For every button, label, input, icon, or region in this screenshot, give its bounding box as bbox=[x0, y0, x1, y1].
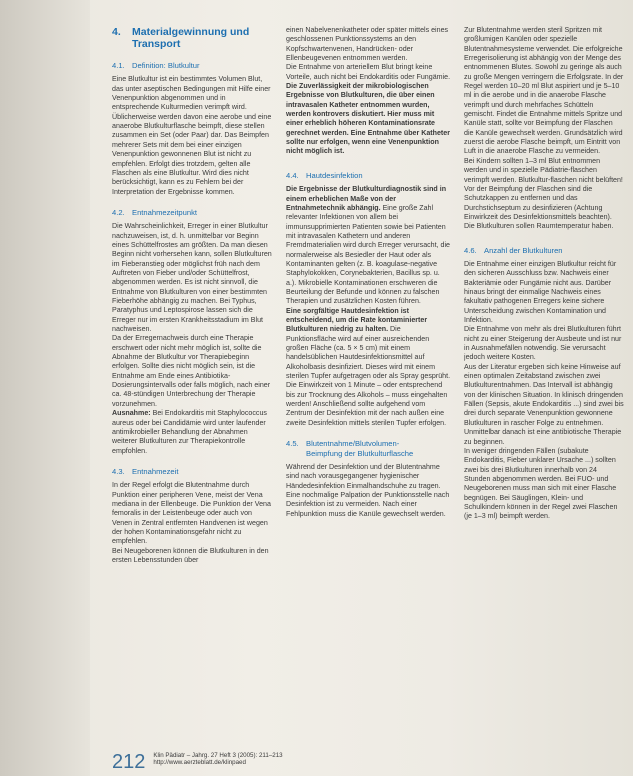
paragraph bbox=[286, 185, 451, 306]
paragraph: Die Entnahme einer einzigen Blutkultur reicht für den sicheren Ausschluss bzw. Nachweis einer Bakteriämie oder Fungämie nicht aus. Darüber hinaus bringt der einmalige Nachweis eines fakultativ pathogenen Erregers keine sichere Unterscheidung zwischen Kontamination und Infektion. bbox=[464, 259, 617, 325]
page-shadow bbox=[0, 0, 90, 776]
paragraph: In der Regel erfolgt die Blutentnahme durch Punktion einer peripheren Vene, meist der Vena mediana in der Ellenbeuge. Die Punktion der Vena femoralis in der Leistenbeuge oder auch von Venen in Zentral entfernten Handvenen ist wegen der hohen Kontaminationsgefahr nicht zu empfehlen. bbox=[112, 481, 271, 546]
subheading-title: Hautdesinfektion bbox=[306, 170, 363, 180]
paragraph bbox=[286, 307, 451, 428]
subheading-number: 4.5. bbox=[286, 439, 299, 449]
paragraph: Eine Blutkultur ist ein bestimmtes Volumen Blut, das unter aseptischen Bedingungen mit Hilfe einer Venenpunktion abgenommen und in entsprechende Kulturmedien verimpft wird. Üblicherweise werden davon eine aerobe und eine anaerobe Blutkulturflasche beimpft, diese stellen zusammen ein Set (oder Paar) dar. Das Beimpfen mehrerer Sets mit dem bei einer einzigen Venenpunktion gewonnenen Blut ist nicht zu empfehlen. Erfolgt dies trotzdem, gelten alle Flaschen als eine Blutkultur. Wird dies nicht berücksichtigt, kann es zu Fehlern bei der Interpretation der Ergebnisse kommen. bbox=[112, 75, 272, 196]
citation-line2: http://www.aerzteblatt.de/klinpaed bbox=[153, 759, 246, 767]
subheading-number: 4.1. bbox=[112, 61, 125, 70]
paragraph: Bei Neugeborenen können die Blutkulturen in den ersten Lebensstunden über bbox=[112, 546, 269, 565]
citation-line1: Klin Pädiatr – Jahrg. 27 Heft 3 (2005): 211–213 bbox=[153, 752, 283, 759]
bold-lead: Ausnahme: bbox=[112, 409, 151, 418]
paragraph bbox=[112, 409, 272, 456]
page-footer bbox=[112, 752, 283, 772]
subheading-number: 4.3. bbox=[112, 466, 125, 476]
subheading-4-3 bbox=[112, 467, 272, 476]
bold-lead: Eine sorgfältige Hautdesinfektion ist entscheidend, um die Rate kontaminierter Blutkulturen niedrig zu halten. bbox=[286, 306, 428, 334]
subheading-4-5 bbox=[286, 439, 451, 458]
section-title-line1: Materialgewinnung und bbox=[132, 26, 250, 38]
bold-paragraph: Die Zuverlässigkeit der mikrobiologischen Ergebnisse von Blutkulturen, die über einen intravasalen Katheter entnommen wurden, werden kontrovers diskutiert. Hier muss mit einer erheblich höheren Kontaminationsrate gerechnet werden. Eine Entnahme über Katheter sollte nur erfolgen, wenn eine Venenpunktion nicht möglich ist. bbox=[286, 82, 450, 156]
column-3 bbox=[464, 26, 624, 746]
subheading-title: Entnahmezeitpunkt bbox=[132, 207, 198, 217]
section-title-line2: Transport bbox=[132, 38, 181, 50]
section-number: 4. bbox=[112, 26, 121, 38]
paragraph: Aus der Literatur ergeben sich keine Hinweise auf einen optimalen Zeitabstand zwischen zwei Blutkulturentnahmen. Das Intervall ist abhängig von der klinischen Situation. In klinisch dringenden Fällen (Sepsis, akute Endokarditis ...) sind zwei bis drei durch separate Venenpunktion gewonnene Blutkulturen in rascher Folge zu entnehmen. Unmittelbar danach ist eine antibiotische Therapie zu beginnen. bbox=[464, 362, 624, 446]
paragraph: Bei Kindern sollten 1–3 ml Blut entnommen werden und in spezielle Pädiatrie-flaschen verimpft werden. Blutkultur-flaschen nicht belüften! bbox=[464, 156, 623, 184]
section-heading bbox=[112, 26, 272, 50]
paragraph: Die Entnahme von arteriellem Blut bringt keine Vorteile, auch nicht bei Endokarditis oder Fungämie. bbox=[286, 63, 451, 81]
bold-lead: Die Ergebnisse der Blutkulturdiagnostik sind in einem erheblichen Maße von der Entnahmetechnik abhängig. bbox=[286, 185, 447, 212]
subheading-4-2 bbox=[112, 208, 272, 217]
subheading-title: Anzahl der Blutkulturen bbox=[484, 245, 563, 255]
paragraph-text: Bei Endokarditis mit Staphylococcus aureus oder bei Candidämie wird unter laufender antimikrobieller Behandlung der Abnahmen weiterer Blutkulturen zur Therapiekontrolle empfohlen. bbox=[112, 409, 267, 455]
paragraph: Da der Erregernachweis durch eine Therapie erschwert oder nicht mehr möglich ist, sollte die Abnahme der Blutkultur vor Therapiebeginn erfolgen. Sollte dies nicht möglich sein, ist die Entnahme am Ende eines Antibiotika-Dosierungsintervalls oder falls möglich, nach einer ca. 48-stündigen Unterbrechung der Therapie vorzunehmen. bbox=[112, 334, 271, 408]
subheading-title: Entnahmezeit bbox=[132, 466, 179, 476]
column-1 bbox=[112, 26, 272, 746]
subheading-title bbox=[306, 439, 413, 458]
paragraph: Zur Blutentnahme werden steril Spritzen mit großlumigen Kanülen oder spezielle Blutentnahmesysteme verwendet. Die erfolgreiche Erregerisolierung ist abhängig von der Menge des entnommenen Blutes. Sowohl zu geringe als auch zu große Mengen verringern die Erfolgsrate. In der Regel werden 10–20 ml Blut aspiriert und je 5–10 ml in die aerobe und in die anaerobe Flasche verimpft und durch mehrfaches Schütteln gemischt. Findet die Entnahme mittels Spritze und Kanüle statt, sollte vor Beimpfung der Flaschen die Kanüle gewechselt werden. Grundsätzlich wird zuerst die aerobe Flasche beimpft, um Eintritt von Luft in die anaerobe Flasche zu vermeiden. bbox=[464, 26, 624, 156]
subheading-4-6 bbox=[464, 246, 624, 255]
section-title bbox=[132, 26, 249, 50]
paragraph-text: Eine große Zahl relevanter Infektionen von allem bei immunsupprimierten Patienten sowie bei Patienten mit intravasalen Kathetern und anderen Fremdmaterialien wird durch Erreger verursacht, die normalerweise als Besiedler der Haut oder als Kontaminanten gelten (z. B. koagulase-negative Staphylokokken, Corynebakterien, Bacillus sp. u. a.). Mikrobielle Kontaminationen erschweren die Beurteilung der Befunde und können zu falschen Therapien und zusätzlichen Kosten führen. bbox=[286, 203, 451, 306]
paragraph: Vor der Beimpfung der Flaschen sind die Schutzkappen zu entfernen und das Durchstichseptum zu desinfizieren (Achtung Einwirkzeit des Desinfektionsmittels beachten). Die Blutkulturen sollen Raumtemperatur haben. bbox=[464, 184, 614, 231]
paragraph: einen Nabelvenenkatheter oder später mittels eines geschlossenen Punktionssystems an den Kopfschwartenvenen, Handrücken- oder Ellenbeugevenen entnommen werden. bbox=[286, 26, 449, 63]
subheading-title: Definition: Blutkultur bbox=[132, 61, 200, 70]
paragraph: Die Entnahme von mehr als drei Blutkulturen führt nicht zu einer Steigerung der Ausbeute und ist nur in Ausnahmefällen notwendig. Sie verursacht jedoch weitere Kosten. bbox=[464, 325, 622, 362]
subheading-number: 4.2. bbox=[112, 207, 125, 217]
subheading-4-1 bbox=[112, 61, 272, 70]
subheading-number: 4.4. bbox=[286, 170, 299, 180]
paragraph: Die Wahrscheinlichkeit, Erreger in einer Blutkultur nachzuweisen, ist, d. h. unmittelbar vor Beginn eines Schüttelfrostes am größten. Da man diesen Beginn nicht vorhersehen kann, sollen Blutkulturen im Fieberanstieg oder möglichst früh nach dem Auftreten von Fieber und/oder Schüttelfrost, abgenommen werden. Es ist nicht sinnvoll, die Entnahme von Blutkulturen von einer bestimmten Fieberhöhe abhängig zu machen. Bei Typhus, Paratyphus und Leptospirose lassen sich die Erreger nur im ersten Krankheitsstadium im Blut nachweisen. bbox=[112, 222, 272, 334]
paragraph: In weniger dringenden Fällen (subakute Endokarditis, Fieber unklarer Ursache ...) sollten zwei bis drei Blutkulturen innerhalb von 24 Stunden abgenommen werden. Bei FUO- und Neugeborenen muss man sich mit einer Flasche begnügen. Bei Säuglingen, Klein- und Schulkindern können in der Regel zwei Flaschen (je 1–3 ml) beimpft werden. bbox=[464, 446, 618, 521]
subheading-4-4 bbox=[286, 171, 451, 180]
subheading-title-line2: Beimpfung der Blutkulturflasche bbox=[306, 448, 414, 458]
paragraph-text: Die Punktionsfläche wird auf einer ausreichenden großen Fläche (ca. 5 × 5 cm) mit einem handelsüblichen Hautdesinfektionsmittel auf Alkoholbasis desinfiziert. Dieses wird mit einem sterilen Tupfer aufgetragen oder als Spray gesprüht. Die Einwirkzeit von 1 Minute – oder entsprechend bis zur Trocknung des Alkohols – muss eingehalten werden! Anschließend sollte aufgehend vom Zentrum der Desinfektion mit der nach außen eine zweite Desinfektion mittels sterilen Tupfer erfolgen. bbox=[286, 325, 451, 427]
column-2 bbox=[286, 26, 451, 746]
page-number: 212 bbox=[112, 751, 146, 773]
paragraph: Während der Desinfektion und der Blutentnahme sind nach vorausgegangener hygienischer Händedesinfektion Einmalhandschuhe zu tragen. Eine nochmalige Palpation der Punktionsstelle nach Desinfektion ist zu vermeiden. Nach einer Fehlpunktion muss die Kanüle gewechselt werden. bbox=[286, 462, 450, 518]
citation bbox=[153, 752, 282, 766]
subheading-title-line1: Blutentnahme/Blutvolumen- bbox=[306, 439, 400, 449]
subheading-number: 4.6. bbox=[464, 245, 477, 255]
